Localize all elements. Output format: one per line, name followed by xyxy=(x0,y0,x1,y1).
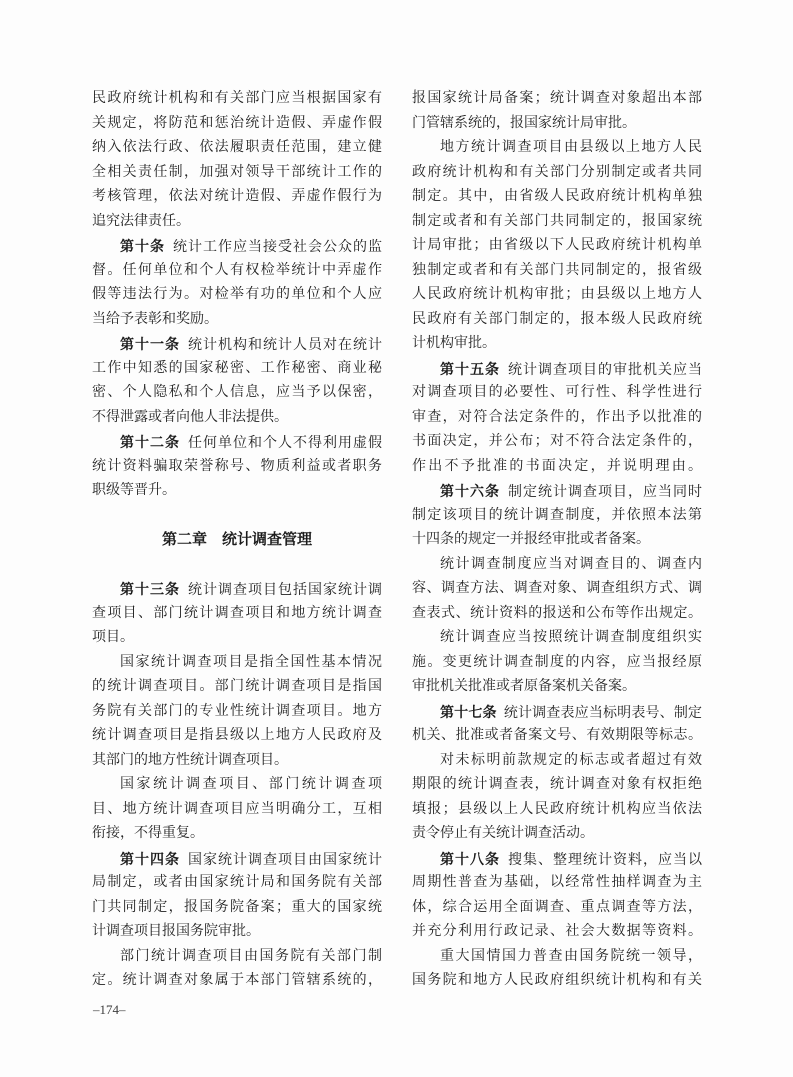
text-line: 制定。其中，由省级人民政府统计机构单独 xyxy=(412,189,702,204)
text-line: 门共同制定，报国务院备案；重大的国家统 xyxy=(92,899,382,915)
text-line: 计机构审批。 xyxy=(412,336,496,351)
article-number: 第十一条 xyxy=(120,336,180,352)
text-line: 不得泄露或者向他人非法提供。 xyxy=(92,409,288,425)
text-line: 查表式、统计资料的报送和公布等作出规定。 xyxy=(412,605,702,621)
text-line: 计局审批；由省级以下人民政府统计机构单 xyxy=(412,238,702,253)
text-line: 第十六条 制定统计调查项目，应当同时 xyxy=(440,483,702,500)
text-line: 作出不予批准的书面决定，并说明理由。 xyxy=(412,458,702,474)
text-line: 施。变更统计调查制度的内容，应当报经原 xyxy=(412,654,702,670)
text-line: 第十五条 统计调查项目的审批机关应当 xyxy=(440,360,702,378)
text-line: 国务院和地方人民政府组织统计机构和有关 xyxy=(412,973,702,988)
text-line: 第十一条 统计机构和统计人员对在统计 xyxy=(120,336,382,353)
text-line: 机关、批准或者备案文号、有效期限等标志。 xyxy=(412,728,702,743)
page-number: –174– xyxy=(93,1002,126,1017)
text-line: 统计调查应当按照统计调查制度组织实 xyxy=(440,630,702,645)
article-number: 第十五条 xyxy=(440,360,500,377)
text-line: 追究法律责任。 xyxy=(92,213,190,229)
text-line: 的统计调查项目。部门统计调查项目是指国 xyxy=(92,679,382,694)
article-number: 第十条 xyxy=(120,238,165,254)
article-number: 第十四条 xyxy=(120,850,180,867)
text-line: 地方统计调查项目由县级以上地方人民 xyxy=(440,140,702,155)
text-line: 第十三条 统计调查项目包括国家统计调 xyxy=(120,581,382,598)
text-line: 政府统计机构和有关部门分别制定或者共同 xyxy=(412,164,702,180)
text-line: 其部门的地方性统计调查项目。 xyxy=(92,752,288,768)
text-line: 民政府统计机构和有关部门应当根据国家有 xyxy=(92,91,382,106)
text-line: 期限的统计调查表，统计调查对象有权拒绝 xyxy=(412,777,702,792)
text-line: 审查，对符合法定条件的，作出予以批准的 xyxy=(412,409,702,425)
text-line: 目、地方统计调查项目应当明确分工，互相 xyxy=(92,801,382,817)
text-line: 计调查项目报国务院审批。 xyxy=(92,924,260,939)
text-line: 对调查项目的必要性、可行性、科学性进行 xyxy=(412,385,702,400)
article-number: 第十八条 xyxy=(440,850,500,867)
text-line: 局制定，或者由国家统计局和国务院有关部 xyxy=(92,875,382,890)
text-line: 审批机关批准或者原备案机关备案。 xyxy=(412,679,636,694)
text-line: 关规定，将防范和惩治统计造假、弄虚作假 xyxy=(92,115,382,131)
text-line: 衔接，不得重复。 xyxy=(92,826,204,841)
text-line: 考核管理，依法对统计造假、弄虚作假行为 xyxy=(92,189,382,204)
article-number: 第十二条 xyxy=(120,434,180,450)
text-line: 当给予表彰和奖励。 xyxy=(92,311,218,327)
text-line: 重大国情国力普查由国务院统一领导， xyxy=(440,948,702,964)
text-line: 并充分利用行政记录、社会大数据等资料。 xyxy=(412,924,702,939)
text-line: 第十七条 统计调查表应当标明表号、制定 xyxy=(440,703,703,721)
text-line: 责令停止有关统计调查活动。 xyxy=(412,826,594,841)
text-line: 民政府有关部门制定的，报本级人民政府统 xyxy=(412,311,702,327)
text-line: 密、个人隐私和个人信息，应当予以保密， xyxy=(92,385,382,400)
text-line: 制定该项目的统计调查制度，并依照本法第 xyxy=(412,507,702,523)
text-line: 查项目、部门统计调查项目和地方统计调查 xyxy=(92,605,382,621)
text-line: 工作中知悉的国家秘密、工作秘密、商业秘 xyxy=(92,360,382,376)
text-line: 部门统计调查项目由国务院有关部门制 xyxy=(120,948,382,964)
text-line: 独制定或者和有关部门共同制定的，报省级 xyxy=(412,262,702,278)
text-line: 务院有关部门的专业性统计调查项目。地方 xyxy=(92,703,382,719)
column-left xyxy=(92,87,382,994)
text-line: 统计调查制度应当对调查目的、调查内 xyxy=(440,556,702,572)
text-line: 职级等晋升。 xyxy=(92,483,176,498)
text-line: 对未标明前款规定的标志或者超过有效 xyxy=(440,752,702,768)
text-line: 假等违法行为。对检举有功的单位和个人应 xyxy=(92,287,382,302)
text-line: 报国家统计局备案；统计调查对象超出本部 xyxy=(412,91,702,106)
article-number: 第十三条 xyxy=(120,581,180,597)
text-line: 督。任何单位和个人有权检举统计中弄虚作 xyxy=(92,262,382,278)
text-line: 容、调查方法、调查对象、调查组织方式、调 xyxy=(412,581,702,596)
text-line: 纳入依法行政、依法履职责任范围，建立健 xyxy=(92,140,382,155)
text-line: 国家统计调查项目、部门统计调查项 xyxy=(120,777,382,792)
text-line: 人民政府统计机构审批；由县级以上地方人 xyxy=(412,287,702,302)
text-line: 全相关责任制，加强对领导干部统计工作的 xyxy=(92,164,382,180)
text-line: 制定或者和有关部门共同制定的，报国家统 xyxy=(412,213,702,229)
text-line: 统计调查项目是指县级以上地方人民政府及 xyxy=(92,728,382,743)
text-line: 第十八条 搜集、整理统计资料，应当以 xyxy=(440,850,702,868)
line-gap xyxy=(92,504,382,529)
article-number: 第十六条 xyxy=(440,483,500,499)
article-number: 第十七条 xyxy=(440,703,497,720)
text-line: 第十条 统计工作应当接受社会公众的监 xyxy=(120,238,382,255)
text-line: 第十二条 任何单位和个人不得利用虚假 xyxy=(120,434,382,451)
text-line: 书面决定，并公布；对不符合法定条件的， xyxy=(412,434,702,449)
text-line: 国家统计调查项目是指全国性基本情况 xyxy=(120,654,382,670)
text-line: 周期性普查为基础，以经常性抽样调查为主 xyxy=(412,875,702,890)
text-line: 体，综合运用全面调查、重点调查等方法， xyxy=(412,899,702,915)
text-line: 门管辖系统的，报国家统计局审批。 xyxy=(412,115,636,131)
text-line: 填报；县级以上人民政府统计机构应当依法 xyxy=(412,801,702,817)
text-line: 定。统计调查对象属于本部门管辖系统的， xyxy=(92,973,382,988)
line-gap xyxy=(92,553,382,578)
text-line: 十四条的规定一并报经审批或者备案。 xyxy=(412,532,650,547)
text-line: 第十四条 国家统计调查项目由国家统计 xyxy=(120,850,382,868)
column-right xyxy=(412,87,702,994)
text-line: 项目。 xyxy=(92,630,134,645)
chapter-heading: 第二章 统计调查管理 xyxy=(161,531,312,548)
text-line: 统计资料骗取荣誉称号、物质利益或者职务 xyxy=(92,458,382,474)
